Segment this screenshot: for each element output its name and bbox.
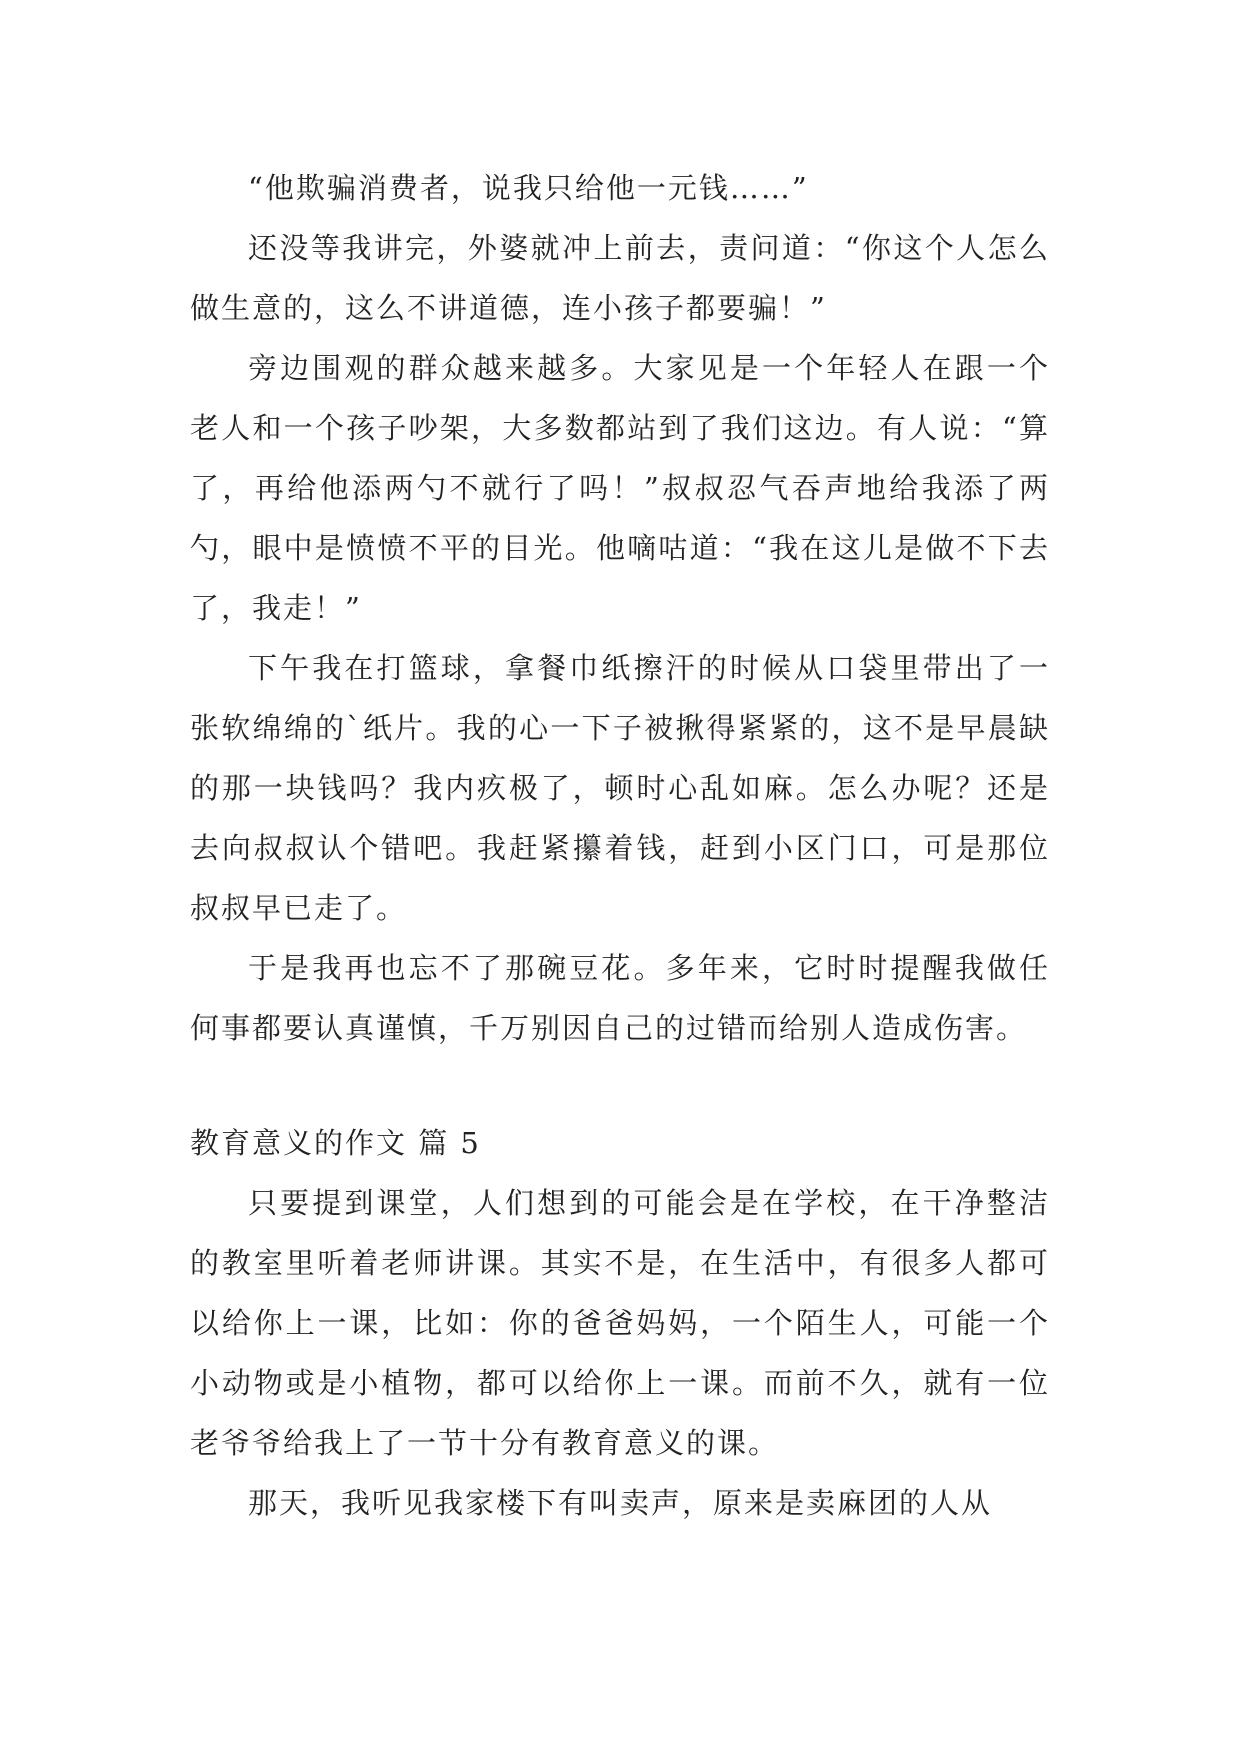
paragraph-4: 下午我在打篮球，拿餐巾纸擦汗的时候从口袋里带出了一张软绵绵的`纸片。我的心一下子被揪得紧紧的，这不是早晨缺的那一块钱吗？我内疚极了，顿时心乱如麻。怎么办呢？还是去向叔叔认个错吧。我赶紧攥着钱，赶到小区门口，可是那位叔叔早已走了。: [190, 651, 1050, 925]
paragraph-1: “他欺骗消费者，说我只给他一元钱……”: [248, 171, 809, 205]
document-page: [190, 158, 1050, 1533]
paragraph-5: 于是我再也忘不了那碗豆花。多年来，它时时提醒我做任何事都要认真谨慎，千万别因自己的过错而给别人造成伤害。: [190, 951, 1050, 1045]
section-heading: 教育意义的作文 篇 5: [190, 1126, 481, 1160]
paragraph-7: 那天，我听见我家楼下有叫卖声，原来是卖麻团的人从: [248, 1486, 993, 1520]
paragraph-3: 旁边围观的群众越来越多。大家见是一个年轻人在跟一个老人和一个孩子吵架，大多数都站到了我们这边。有人说：“算了，再给他添两勺不就行了吗！”叔叔忍气吞声地给我添了两勺，眼中是愤愤不平的目光。他嘀咕道：“我在这儿是做不下去了，我走！”: [190, 351, 1050, 625]
paragraph-6: 只要提到课堂，人们想到的可能会是在学校，在干净整洁的教室里听着老师讲课。其实不是，在生活中，有很多人都可以给你上一课，比如：你的爸爸妈妈，一个陌生人，可能一个小动物或是小植物，都可以给你上一课。而前不久，就有一位老爷爷给我上了一节十分有教育意义的课。: [190, 1186, 1050, 1460]
paragraph-2: 还没等我讲完，外婆就冲上前去，责问道：“你这个人怎么做生意的，这么不讲道德，连小孩子都要骗！”: [190, 231, 1050, 325]
